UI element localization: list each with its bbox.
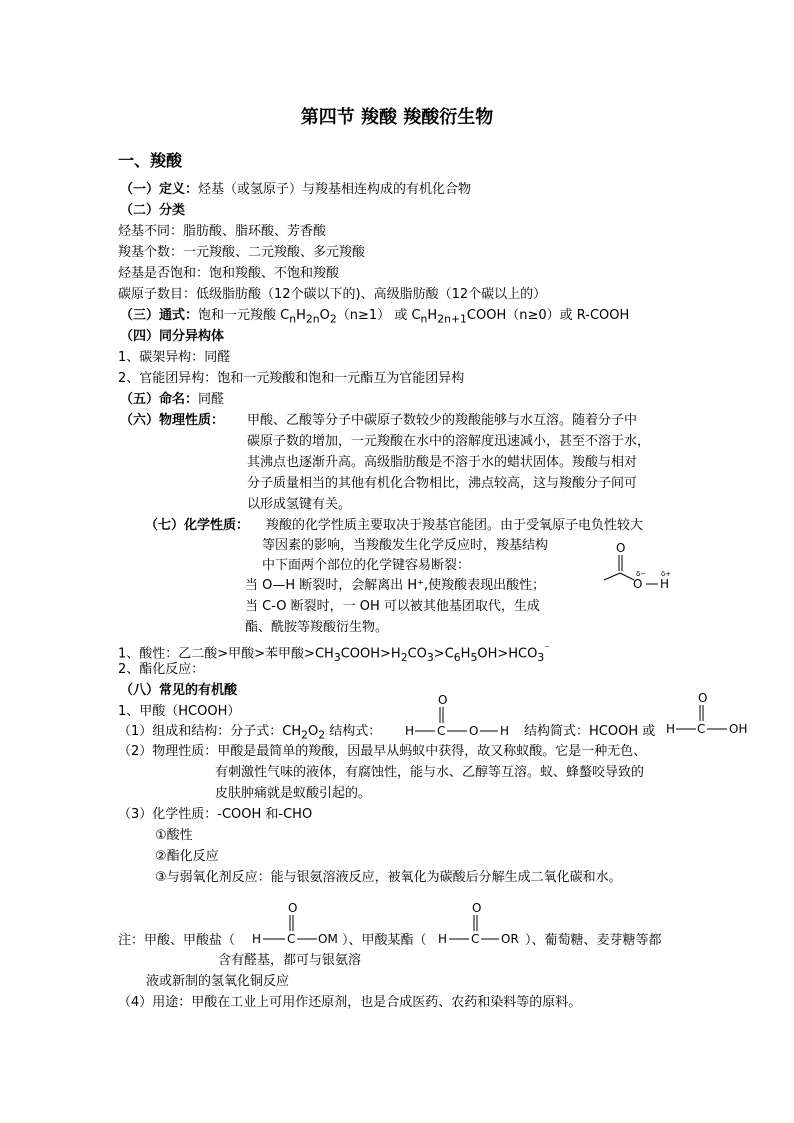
acidity-sub: 3: [333, 650, 341, 664]
note-text: 含有醛基，都可与银氨溶: [218, 953, 362, 968]
acidity-text: CO: [407, 646, 427, 662]
diagram-o-top: O: [616, 541, 626, 555]
chemical-line: 当 C-O 断裂时，一 OH 可以被其他基团取代，生成: [245, 599, 540, 614]
physical-head: （六）物理性质：: [120, 413, 225, 428]
chemical-line: 当 O—H 断裂时，会解离出 H⁺,使羧酸表现出酸性；: [245, 578, 546, 593]
formula-text: O: [319, 308, 330, 323]
page-title: 第四节 羧酸 羧酸衍生物: [300, 107, 494, 128]
isomer-line: 1、碳架异构：同醛: [118, 350, 231, 365]
physical-line: 以形成氢键有关。: [247, 497, 352, 512]
physical-line: 甲酸、乙酸等分子中碳原子数较少的羧酸能够与水互溶。随着分子中: [247, 413, 638, 428]
carboxyl-bond-diagram: [600, 540, 680, 595]
esterification-line: 2、酯化反应：: [118, 662, 205, 677]
acidity-text: H: [460, 646, 471, 662]
diagram-o: O: [633, 577, 643, 591]
physical-line: 分子质量相当的其他有机化合物相比，沸点较高，这与羧酸分子间可: [247, 476, 638, 491]
formula-sub: 2n: [305, 312, 320, 326]
note-text: ）、甲酸某酯（: [342, 933, 427, 948]
formula-sub: n: [420, 312, 428, 326]
struct-o-top: O: [438, 693, 448, 707]
acidity-text: >C: [433, 646, 454, 662]
acidity-text: OH>HCO: [477, 646, 538, 662]
simple-h: H: [666, 722, 676, 736]
physical-line: 其沸点也逐渐升高。高级脂肪酸是不溶于水的蜡状固体。羧酸与相对: [247, 455, 638, 470]
chemical-line: 羧酸的化学性质主要取决于羧基官能团。由于受氧原子电负性较大: [266, 518, 644, 533]
formula-head: （三）通式：: [120, 308, 199, 323]
naming-text: 同醛: [198, 392, 225, 407]
ester-c: C: [471, 932, 480, 946]
acidity-sup: ⁻: [544, 642, 550, 655]
classify-line: 羧基个数：一元羧酸、二元羧酸、多元羧酸: [118, 245, 366, 260]
formic-use-line: （4）用途：甲酸在工业上可用作还原剂，也是合成医药、农药和染料等的原料。: [118, 995, 582, 1010]
ester-or: OR: [501, 932, 519, 946]
acidity-sub: 3: [426, 650, 434, 664]
formate-salt-structure: [252, 898, 342, 948]
simple-o-top: O: [698, 691, 708, 705]
salt-c: C: [287, 932, 296, 946]
acidity-sub: 5: [470, 650, 478, 664]
classify-head: （二）分类: [120, 203, 186, 218]
definition-line: [120, 180, 471, 200]
formic-title: 1、甲酸（HCOOH）: [118, 704, 241, 719]
formula-sub: 2n+1: [437, 312, 467, 326]
structure-sub: 2: [301, 728, 309, 742]
ester-o-top: O: [472, 901, 482, 915]
formula-text: （n≥1） 或 C: [336, 308, 421, 323]
alkyl-bond-line: [604, 573, 620, 580]
salt-om: OM: [318, 932, 338, 946]
definition-head: （一）定义：: [120, 182, 199, 197]
formic-acid-structure: [405, 690, 515, 740]
salt-h: H: [252, 932, 262, 946]
acidity-sub: 2: [400, 650, 408, 664]
common-acids-head: （八）常见的有机酸: [120, 683, 238, 698]
ester-h: H: [438, 932, 448, 946]
chemical-line: 中下面两个部位的化学键容易断裂：: [262, 558, 471, 573]
formic-chemical-item: ①酸性: [155, 828, 193, 843]
formula-text: H: [296, 308, 306, 323]
note-text: ）、葡萄糖、麦芽糖等都: [525, 933, 662, 948]
struct-h: H: [405, 724, 415, 738]
note-text: 液或新制的氢氧化铜反应: [146, 974, 290, 989]
formate-ester-structure: [438, 898, 528, 948]
acidity-text: 1、酸性：乙二酸>甲酸>苯甲酸>CH: [118, 646, 334, 662]
structure-sub: 2: [318, 728, 326, 742]
chemical-line: 酯、酰胺等羧酸衍生物。: [245, 620, 389, 635]
delta-minus-label: δ−: [636, 570, 647, 578]
section-heading: 一、羧酸: [118, 151, 183, 170]
struct-c: C: [437, 724, 446, 738]
salt-o-top: O: [288, 901, 298, 915]
formula-text: COOH（n≥0）或 R-COOH: [466, 308, 630, 323]
simple-oh: OH: [729, 722, 748, 736]
classify-line: 烃基不同：脂肪酸、脂环酸、芳香酸: [118, 224, 327, 239]
simple-c: C: [697, 722, 706, 736]
isomer-head: （四）同分异构体: [120, 329, 225, 344]
acidity-text: COOH>H: [340, 646, 401, 662]
diagram-h: H: [660, 577, 670, 591]
formic-physical-line: 皮肤肿痛就是蚁酸引起的。: [215, 786, 372, 801]
formula-sub: n: [289, 312, 297, 326]
structure-text: 结构式：: [325, 724, 382, 739]
definition-text: 烃基（或氢原子）与羧基相连构成的有机化合物: [198, 182, 472, 197]
acidity-sub: 6: [453, 650, 461, 664]
classify-line: 烃基是否饱和：饱和羧酸、不饱和羧酸: [118, 266, 340, 281]
formic-chemical-item: ③与弱氧化剂反应：能与银氨溶液反应，被氧化为碳酸后分解生成二氧化碳和水。: [155, 870, 622, 885]
struct-o: O: [469, 724, 479, 738]
classify-line: 碳原子数目：低级脂肪酸（12个碳以下的)、高级脂肪酸（12个碳以上的）: [118, 287, 547, 302]
chemical-head: （七）化学性质：: [145, 518, 250, 533]
formic-chemical-title: （3）化学性质：-COOH 和-CHO: [118, 807, 313, 822]
formic-acid-simple-structure: [666, 688, 756, 738]
simple-formula-text: 结构简式：HCOOH 或: [524, 724, 656, 739]
isomer-line: 2、官能团异构：饱和一元羧酸和饱和一元酯互为官能团异构: [118, 371, 465, 386]
structure-text: O: [308, 724, 319, 739]
delta-plus-label: δ+: [661, 570, 672, 578]
naming-line: [120, 390, 224, 410]
formula-text: 饱和一元羧酸 C: [198, 308, 290, 323]
formic-chemical-item: ②酯化反应: [155, 849, 219, 864]
struct-h2: H: [500, 724, 510, 738]
formic-physical-line: （2）物理性质：甲酸是最简单的羧酸，因最早从蚂蚁中获得，故又称蚁酸。它是一种无色、: [118, 744, 647, 759]
acidity-sub: 3: [537, 650, 545, 664]
formic-physical-line: 有刺激性气味的液体，有腐蚀性，能与水、乙醇等互溶。蚁、蜂螯咬导致的: [215, 765, 645, 780]
note-text: 注：甲酸、甲酸盐（: [118, 933, 236, 948]
chemical-line: 等因素的影响，当羧酸发生化学反应时，羧基结构: [262, 538, 549, 553]
formula-text: H: [427, 308, 438, 323]
structure-text: （1）组成和结构：分子式：CH: [118, 724, 302, 739]
naming-head: （五）命名：: [120, 392, 199, 407]
physical-line: 碳原子数的增加，一元羧酸在水中的溶解度迅速减小，甚至不溶于水，: [247, 434, 651, 449]
c-o-bond-line: [620, 573, 634, 580]
formula-sub: 2: [329, 312, 337, 326]
